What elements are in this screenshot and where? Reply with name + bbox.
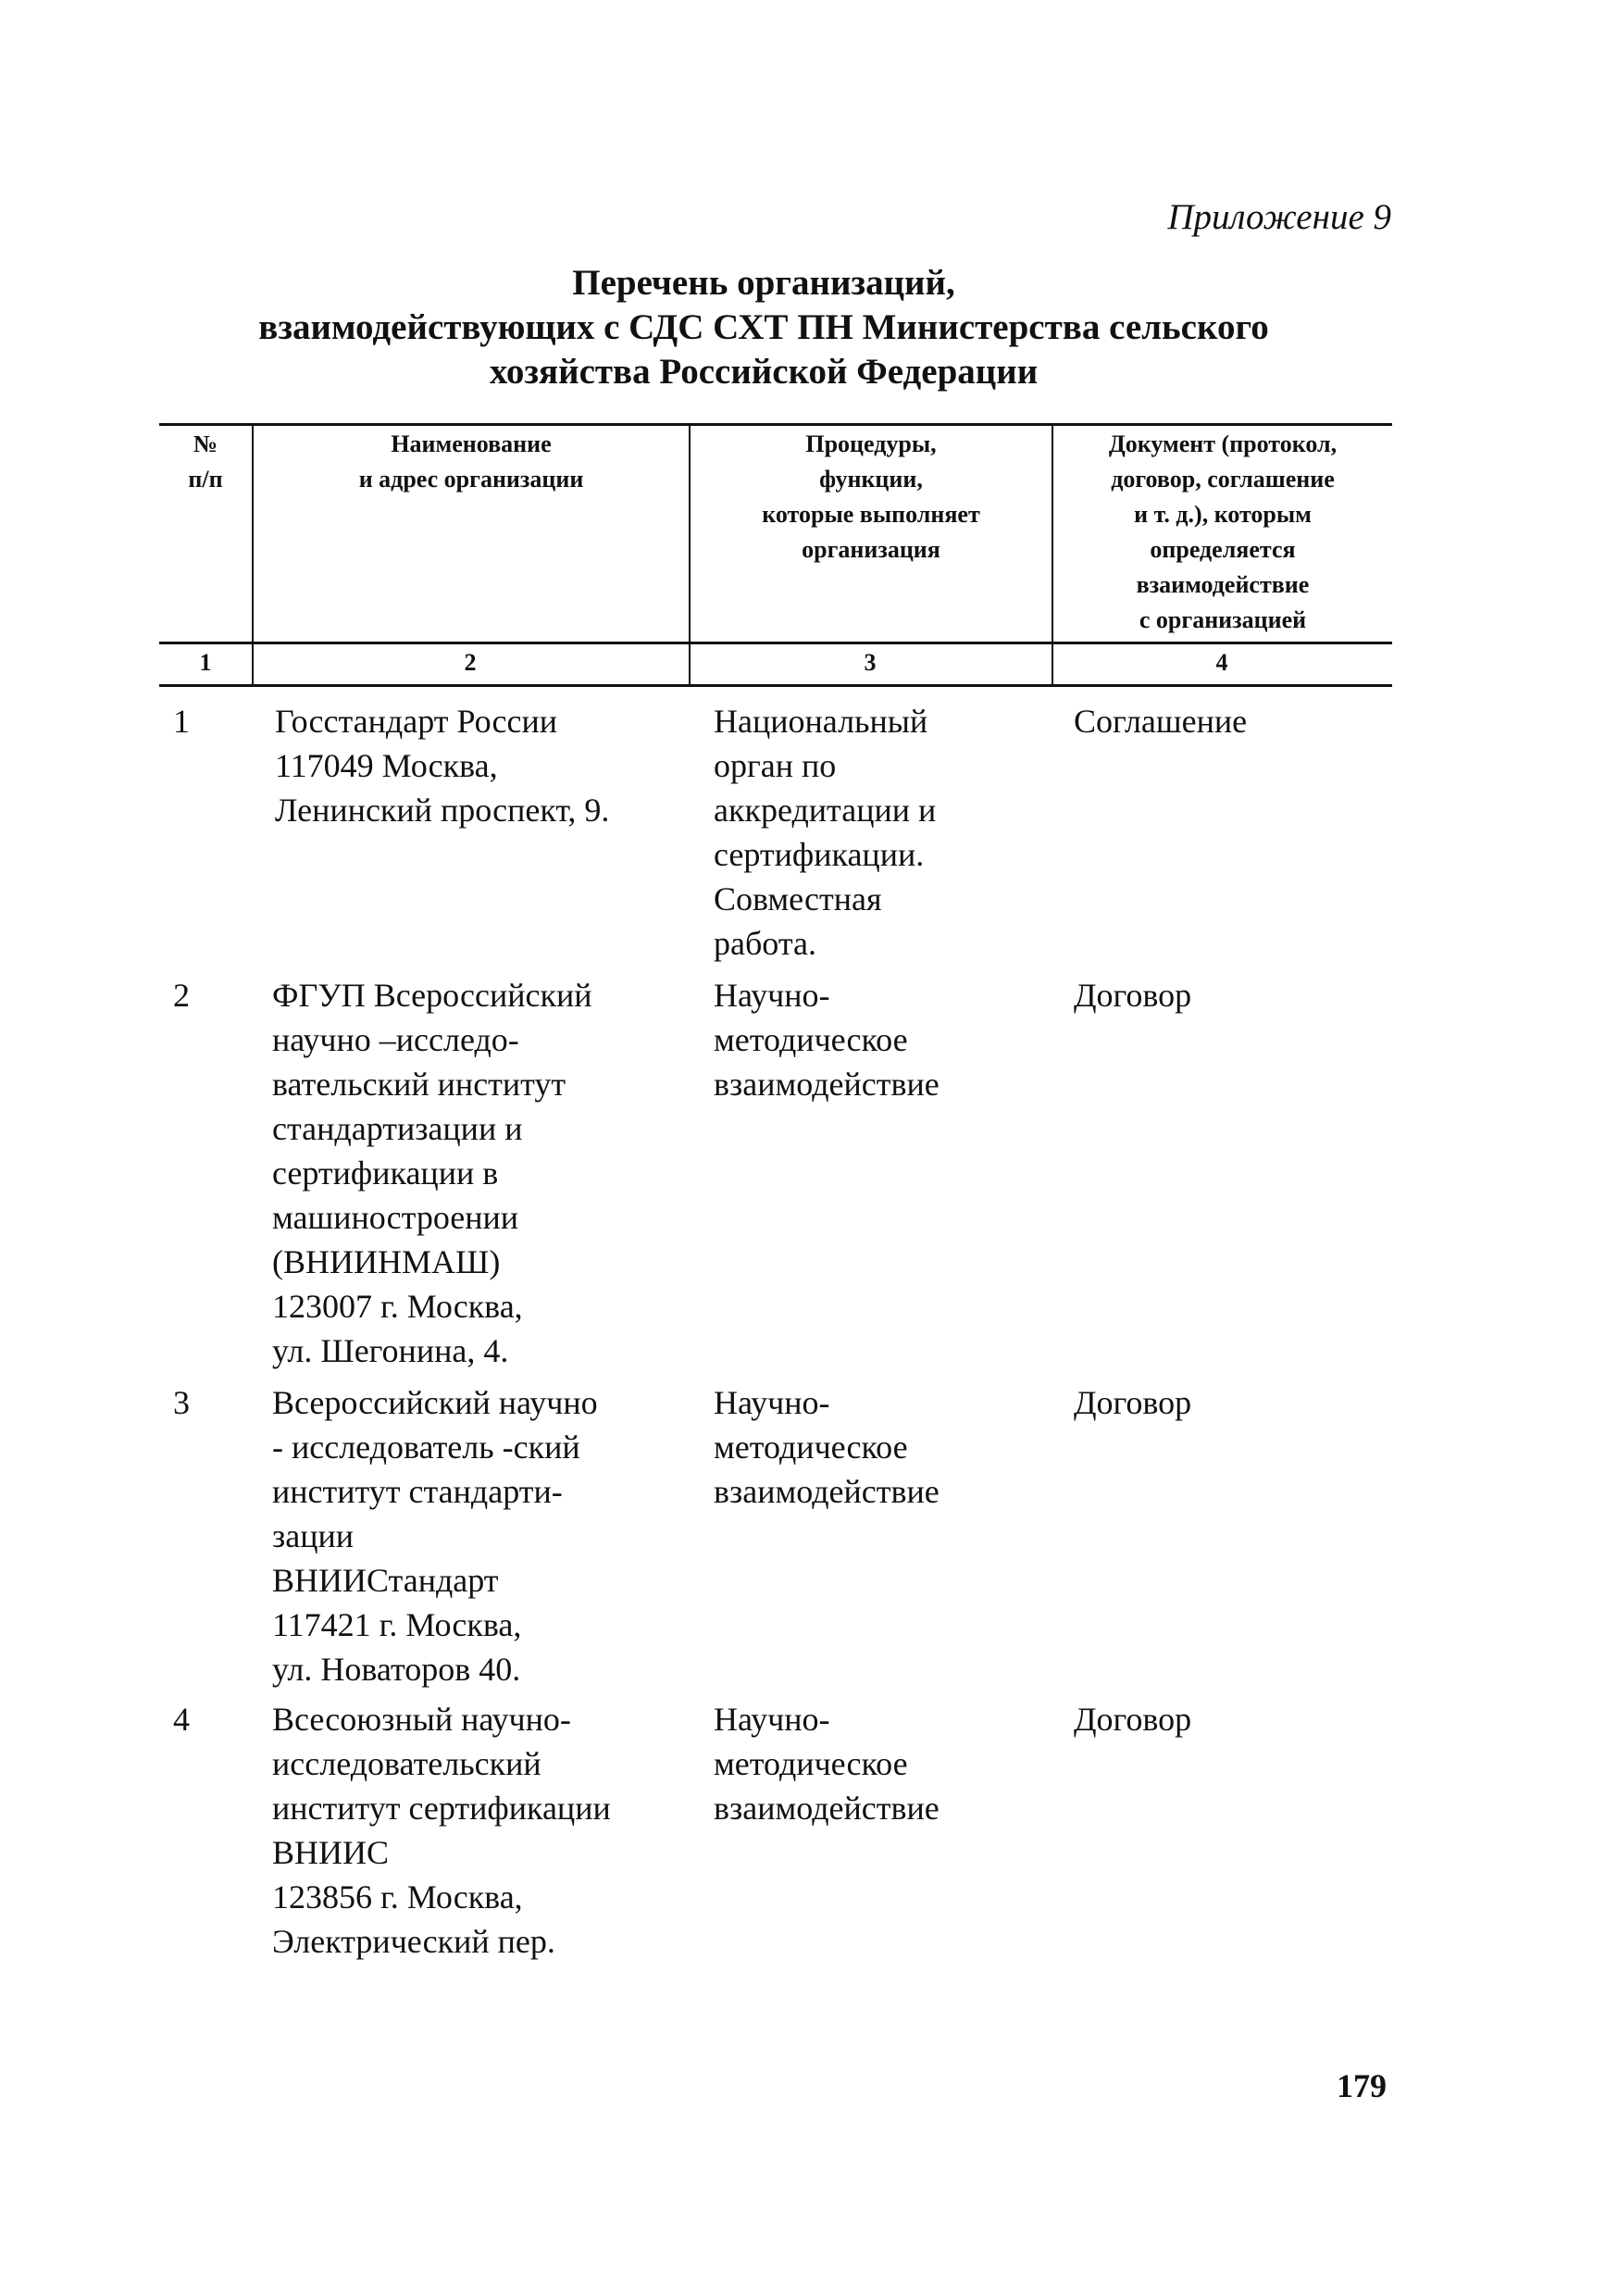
table-body: [159, 699, 1392, 1975]
header-col-number: № п/п: [188, 430, 223, 493]
title-line-1: Перечень организаций,: [572, 263, 955, 303]
document-cell: Договор: [1074, 977, 1192, 1014]
document-cell: Договор: [1074, 1701, 1192, 1738]
header-col-document: Документ (протокол, договор, соглашение и т. д.), которым определяется взаимодействие с организацией: [1108, 430, 1338, 633]
row-number: 1: [173, 703, 190, 740]
header-col-procedures: Процедуры, функции, которые выполняет организация: [762, 430, 980, 563]
organization-cell: Всесоюзный научно- исследовательский институт сертификации ВНИИС 123856 г. Москва, Электрический пер.: [272, 1701, 611, 1960]
organization-cell: Госстандарт России 117049 Москва, Ленинский проспект, 9.: [275, 703, 610, 829]
column-number-2: 2: [464, 649, 477, 676]
table-row: [159, 1697, 1392, 1975]
function-cell: Научно- методическое взаимодействие: [714, 1384, 940, 1510]
row-number: 3: [173, 1384, 190, 1421]
row-number: 4: [173, 1701, 190, 1738]
function-cell: Научно- методическое взаимодействие: [714, 1701, 940, 1827]
function-cell: Национальный орган по аккредитации и сертификации. Совместная работа.: [714, 703, 937, 962]
page-number: 179: [1337, 2067, 1387, 2104]
appendix-label: Приложение 9: [1167, 197, 1391, 237]
document-cell: Соглашение: [1074, 703, 1248, 740]
document-cell: Договор: [1074, 1384, 1192, 1421]
table-row: [159, 699, 1392, 973]
table-row: [159, 1380, 1392, 1697]
title-line-3: хозяйства Российской Федерации: [489, 352, 1039, 392]
row-number: 2: [173, 977, 190, 1014]
header-col-organization: Наименование и адрес организации: [358, 430, 584, 493]
header-bottom-border: [159, 642, 1392, 644]
organization-cell: ФГУП Всероссийский научно –исследо- вательский институт стандартизации и сертификации в машиностроении (ВНИИНМАШ) 123007 г. Москва, ул. Шегонина, 4.: [272, 977, 592, 1369]
title-line-2: взаимодействующих с СДС СХТ ПН Министерства сельского: [258, 307, 1269, 347]
column-number-4: 4: [1215, 649, 1228, 676]
column-number-1: 1: [199, 649, 212, 676]
document-title: [185, 261, 1342, 394]
table-top-border: [159, 423, 1392, 426]
column-numbers-bottom-border: [159, 684, 1392, 687]
column-number-3: 3: [864, 649, 877, 676]
function-cell: Научно- методическое взаимодействие: [714, 977, 940, 1103]
table-row: [159, 973, 1392, 1380]
organization-cell: Всероссийский научно - исследователь -ский институт стандарти- зации ВНИИСтандарт 117421 г. Москва, ул. Новаторов 40.: [272, 1384, 598, 1688]
